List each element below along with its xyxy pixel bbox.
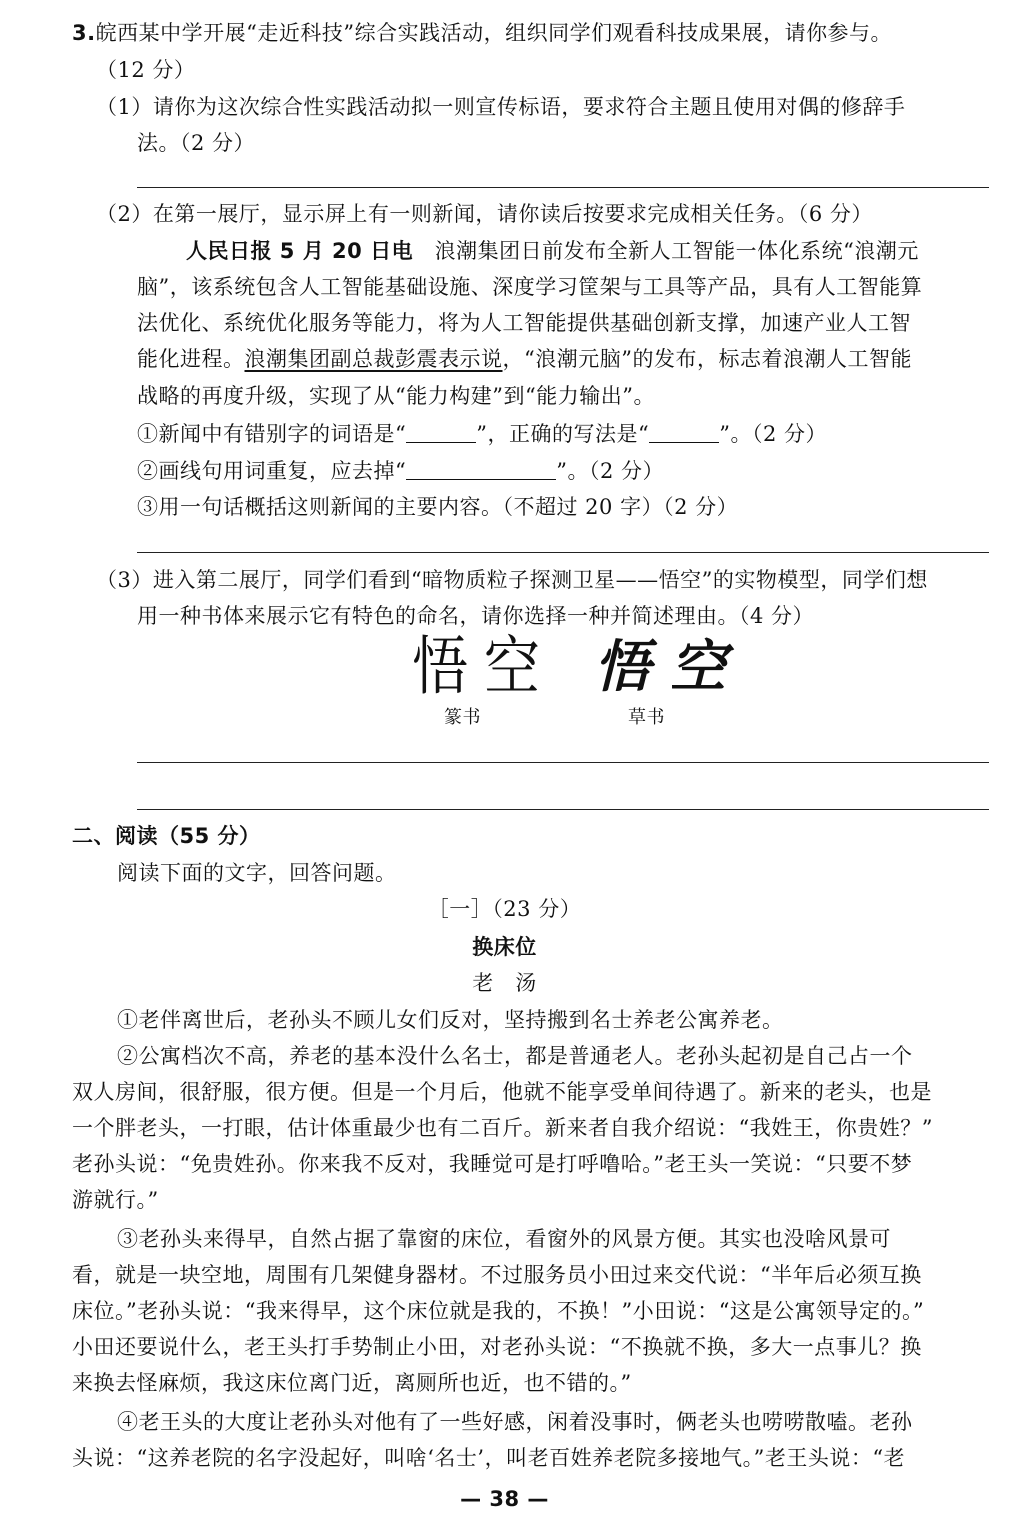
article-title: 换床位: [472, 935, 537, 959]
section-heading: 二、阅读（55 分）: [72, 824, 261, 848]
cursive-script-wukong: 悟空: [594, 635, 746, 700]
answer-line-2[interactable]: [137, 552, 989, 553]
news-line-2: 脑”，该系统包含人工智能基础设施、深度学习筐架与工具等产品，具有人工智能算: [137, 275, 923, 299]
answer-line-4[interactable]: [137, 809, 989, 810]
article-author: 老 汤: [472, 971, 537, 995]
paragraph-2-line4: 老孙头说：“免贵姓孙。你来我不反对，我睡觉可是打呼噜哈。”老王头一笑说：“只要不梦: [72, 1152, 913, 1176]
page-number: — 38 —: [460, 1487, 549, 1511]
news-line-3: 法优化、系统优化服务等能力，将为人工智能提供基础创新支撑，加速产业人工智: [137, 311, 911, 335]
task-2-blank[interactable]: [406, 459, 556, 480]
paragraph-2-line1: ②公寓档次不高，养老的基本没什么名士，都是普通老人。老孙头起初是自己占一个: [117, 1044, 913, 1068]
news-text-1: 浪潮集团日前发布全新人工智能一体化系统“浪潮元: [434, 239, 919, 263]
sub-question-2-line1: （2）在第一展厅，显示屏上有一则新闻，请你读后按要求完成相关任务。（6 分）: [96, 202, 873, 226]
reading-instruction: 阅读下面的文字，回答问题。: [117, 861, 397, 885]
task-1-text-a: ①新闻中有错别字的词语是“: [137, 422, 407, 446]
news-lead: 人民日报 5 月 20 日电: [186, 239, 414, 263]
question-number: 3.: [72, 21, 96, 45]
paragraph-4-line2: 头说：“这养老院的名字没起好，叫啥‘名士’，叫老百姓养老院多接地气。”老王头说：“老: [72, 1446, 906, 1470]
task-1-blank-wrong[interactable]: [406, 422, 476, 443]
news-text-4-post: ，“浪潮元脑”的发布，标志着浪潮人工智能: [502, 347, 912, 371]
paragraph-4-line1: ④老王头的大度让老孙头对他有了一些好感，闲着没事时，俩老头也唠唠散嗑。老孙: [117, 1410, 913, 1434]
sub-question-1-line1: （1）请你为这次综合性实践活动拟一则宣传标语，要求符合主题且使用对偶的修辞手: [96, 95, 906, 119]
task-2: [137, 456, 664, 486]
task-2-text-b: ”。（2 分）: [556, 459, 665, 483]
seal-script-label: 篆书: [444, 707, 481, 728]
seal-script-wukong: 悟空: [412, 630, 556, 705]
answer-line-3[interactable]: [137, 762, 989, 763]
task-2-text-a: ②画线句用词重复，应去掉“: [137, 459, 407, 483]
task-1: [137, 419, 827, 449]
sub-question-3-line2: 用一种书体来展示它有特色的命名，请你选择一种并简述理由。（4 分）: [137, 604, 815, 628]
task-1-text-b: ”，正确的写法是“: [476, 422, 650, 446]
sub-question-3-line1: （3）进入第二展厅，同学们看到“暗物质粒子探测卫星——悟空”的实物模型，同学们想: [96, 568, 928, 592]
task-3: ③用一句话概括这则新闻的主要内容。（不超过 20 字）（2 分）: [137, 495, 739, 519]
question-3-text: 皖西某中学开展“走近科技”综合实践活动，组织同学们观看科技成果展，请你参与。: [95, 21, 893, 45]
task-1-text-c: ”。（2 分）: [719, 422, 828, 446]
paragraph-3-line1: ③老孙头来得早，自然占据了靠窗的床位，看窗外的风景方便。其实也没啥风景可: [117, 1227, 891, 1251]
paragraph-3-line4: 小田还要说什么，老王头打手势制止小田，对老孙头说：“不换就不换，多大一点事儿？换: [72, 1335, 922, 1359]
paragraph-1: ①老伴离世后，老孙头不顾儿女们反对，坚持搬到名士养老公寓养老。: [117, 1008, 784, 1032]
answer-line-1[interactable]: [137, 187, 989, 188]
cursive-script-label: 草书: [628, 707, 665, 728]
paragraph-3-line3: 床位。”老孙头说：“我来得早，这个床位就是我的，不换！”小田说：“这是公寓领导定的。”: [72, 1299, 925, 1323]
news-line-4: [137, 344, 912, 374]
paragraph-3-line2: 看，就是一块空地，周围有几架健身器材。不过服务员小田过来交代说：“半年后必须互换: [72, 1263, 922, 1287]
reading-part-label: ［一］（23 分）: [427, 897, 582, 921]
news-line-1: [186, 236, 919, 266]
question-3-title: [72, 18, 892, 48]
sub-question-1-line2: 法。（2 分）: [137, 131, 256, 155]
paragraph-3-line5: 来换去怪麻烦，我这床位离门近，离厕所也近，也不错的。”: [72, 1371, 632, 1395]
question-3-score: （12 分）: [96, 58, 196, 82]
paragraph-2-line5: 游就行。”: [72, 1188, 159, 1212]
news-text-4-pre: 能化进程。: [137, 347, 245, 371]
paragraph-2-line2: 双人房间，很舒服，很方便。但是一个月后，他就不能享受单间待遇了。新来的老头，也是: [72, 1080, 932, 1104]
news-line-5: 战略的再度升级，实现了从“能力构建”到“能力输出”。: [137, 384, 655, 408]
underlined-sentence: 浪潮集团副总裁彭震表示说: [244, 347, 503, 371]
paragraph-2-line3: 一个胖老头，一打眼，估计体重最少也有二百斤。新来者自我介绍说：“我姓王，你贵姓？”: [72, 1116, 933, 1140]
task-1-blank-correct[interactable]: [649, 422, 719, 443]
